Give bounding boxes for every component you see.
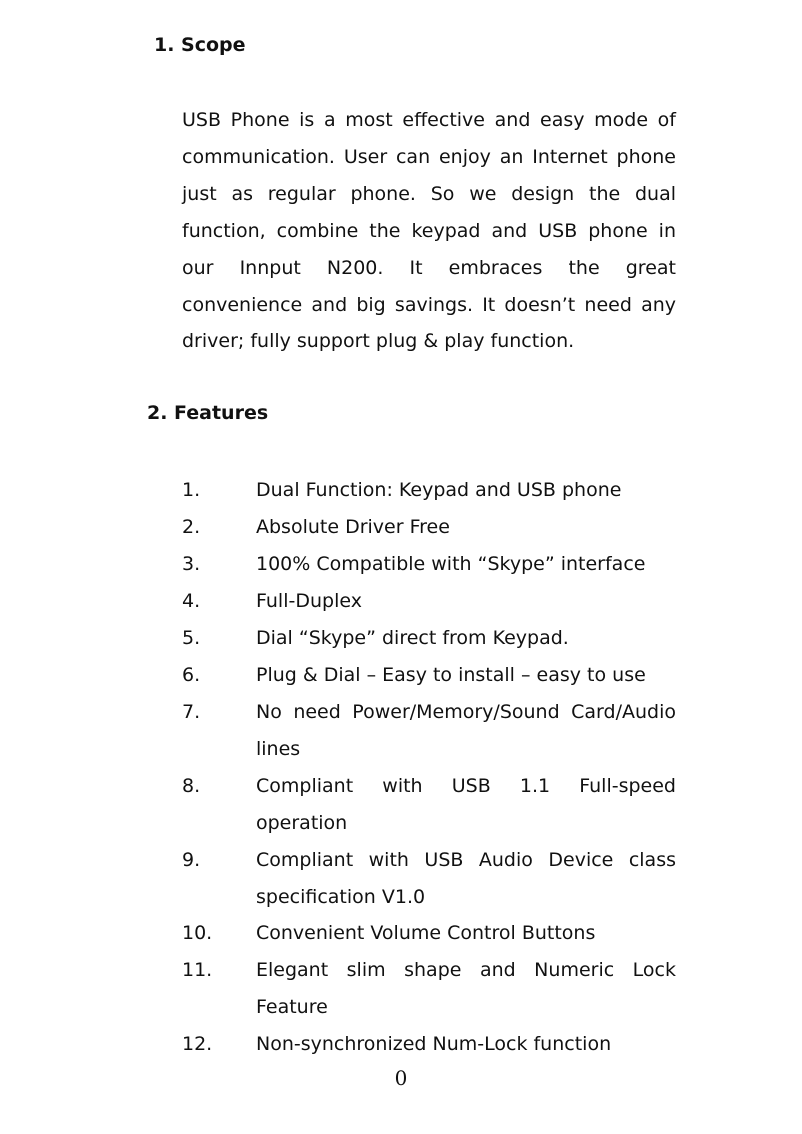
feature-text: 100% Compatible with “Skype” interface xyxy=(256,553,646,575)
page-number: 0 xyxy=(394,1066,408,1090)
feature-item xyxy=(182,694,676,767)
feature-number: 7. xyxy=(182,701,201,723)
feature-text: No need Power/Memory/Sound Card/Audio lines xyxy=(256,701,676,760)
feature-item xyxy=(182,842,676,915)
feature-text: Non-synchronized Num-Lock function xyxy=(256,1033,612,1055)
feature-number: 6. xyxy=(182,664,201,686)
feature-text: Dial “Skype” direct from Keypad. xyxy=(256,627,569,649)
feature-text: Plug & Dial – Easy to install – easy to use xyxy=(256,664,646,686)
feature-item xyxy=(182,509,676,546)
feature-number: 1. xyxy=(182,479,201,501)
feature-number: 10. xyxy=(182,922,213,944)
feature-item xyxy=(182,1026,676,1063)
feature-number: 8. xyxy=(182,775,201,797)
feature-text: Full-Duplex xyxy=(256,590,362,612)
feature-item xyxy=(182,583,676,620)
feature-number: 3. xyxy=(182,553,201,575)
feature-number: 5. xyxy=(182,627,201,649)
feature-text: Compliant with USB 1.1 Full-speed operation xyxy=(256,775,676,834)
feature-item xyxy=(182,472,676,509)
feature-item xyxy=(182,546,676,583)
feature-item xyxy=(182,620,676,657)
feature-text: Elegant slim shape and Numeric Lock Feature xyxy=(256,959,676,1018)
feature-item xyxy=(182,915,676,952)
feature-text: Convenient Volume Control Buttons xyxy=(256,922,596,944)
feature-number: 9. xyxy=(182,849,201,871)
feature-text: Dual Function: Keypad and USB phone xyxy=(256,479,622,501)
feature-item xyxy=(182,952,676,1025)
feature-text: Absolute Driver Free xyxy=(256,516,450,538)
scope-heading: 1. Scope xyxy=(154,34,246,56)
features-heading: 2. Features xyxy=(147,402,269,424)
feature-number: 4. xyxy=(182,590,201,612)
feature-item xyxy=(182,657,676,694)
feature-number: 11. xyxy=(182,959,213,981)
feature-number: 2. xyxy=(182,516,201,538)
feature-number: 12. xyxy=(182,1033,213,1055)
scope-paragraph: USB Phone is a most effective and easy mode of communication. User can enjoy an Internet phone just as regular phone. So we design the dual function, combine the keypad and USB phone in our Innput N200. It embraces the great convenience and big savings. It doesn’t need any driver; fully support plug & play function. xyxy=(182,109,676,353)
feature-item xyxy=(182,768,676,841)
feature-text: Compliant with USB Audio Device class specification V1.0 xyxy=(256,849,676,908)
